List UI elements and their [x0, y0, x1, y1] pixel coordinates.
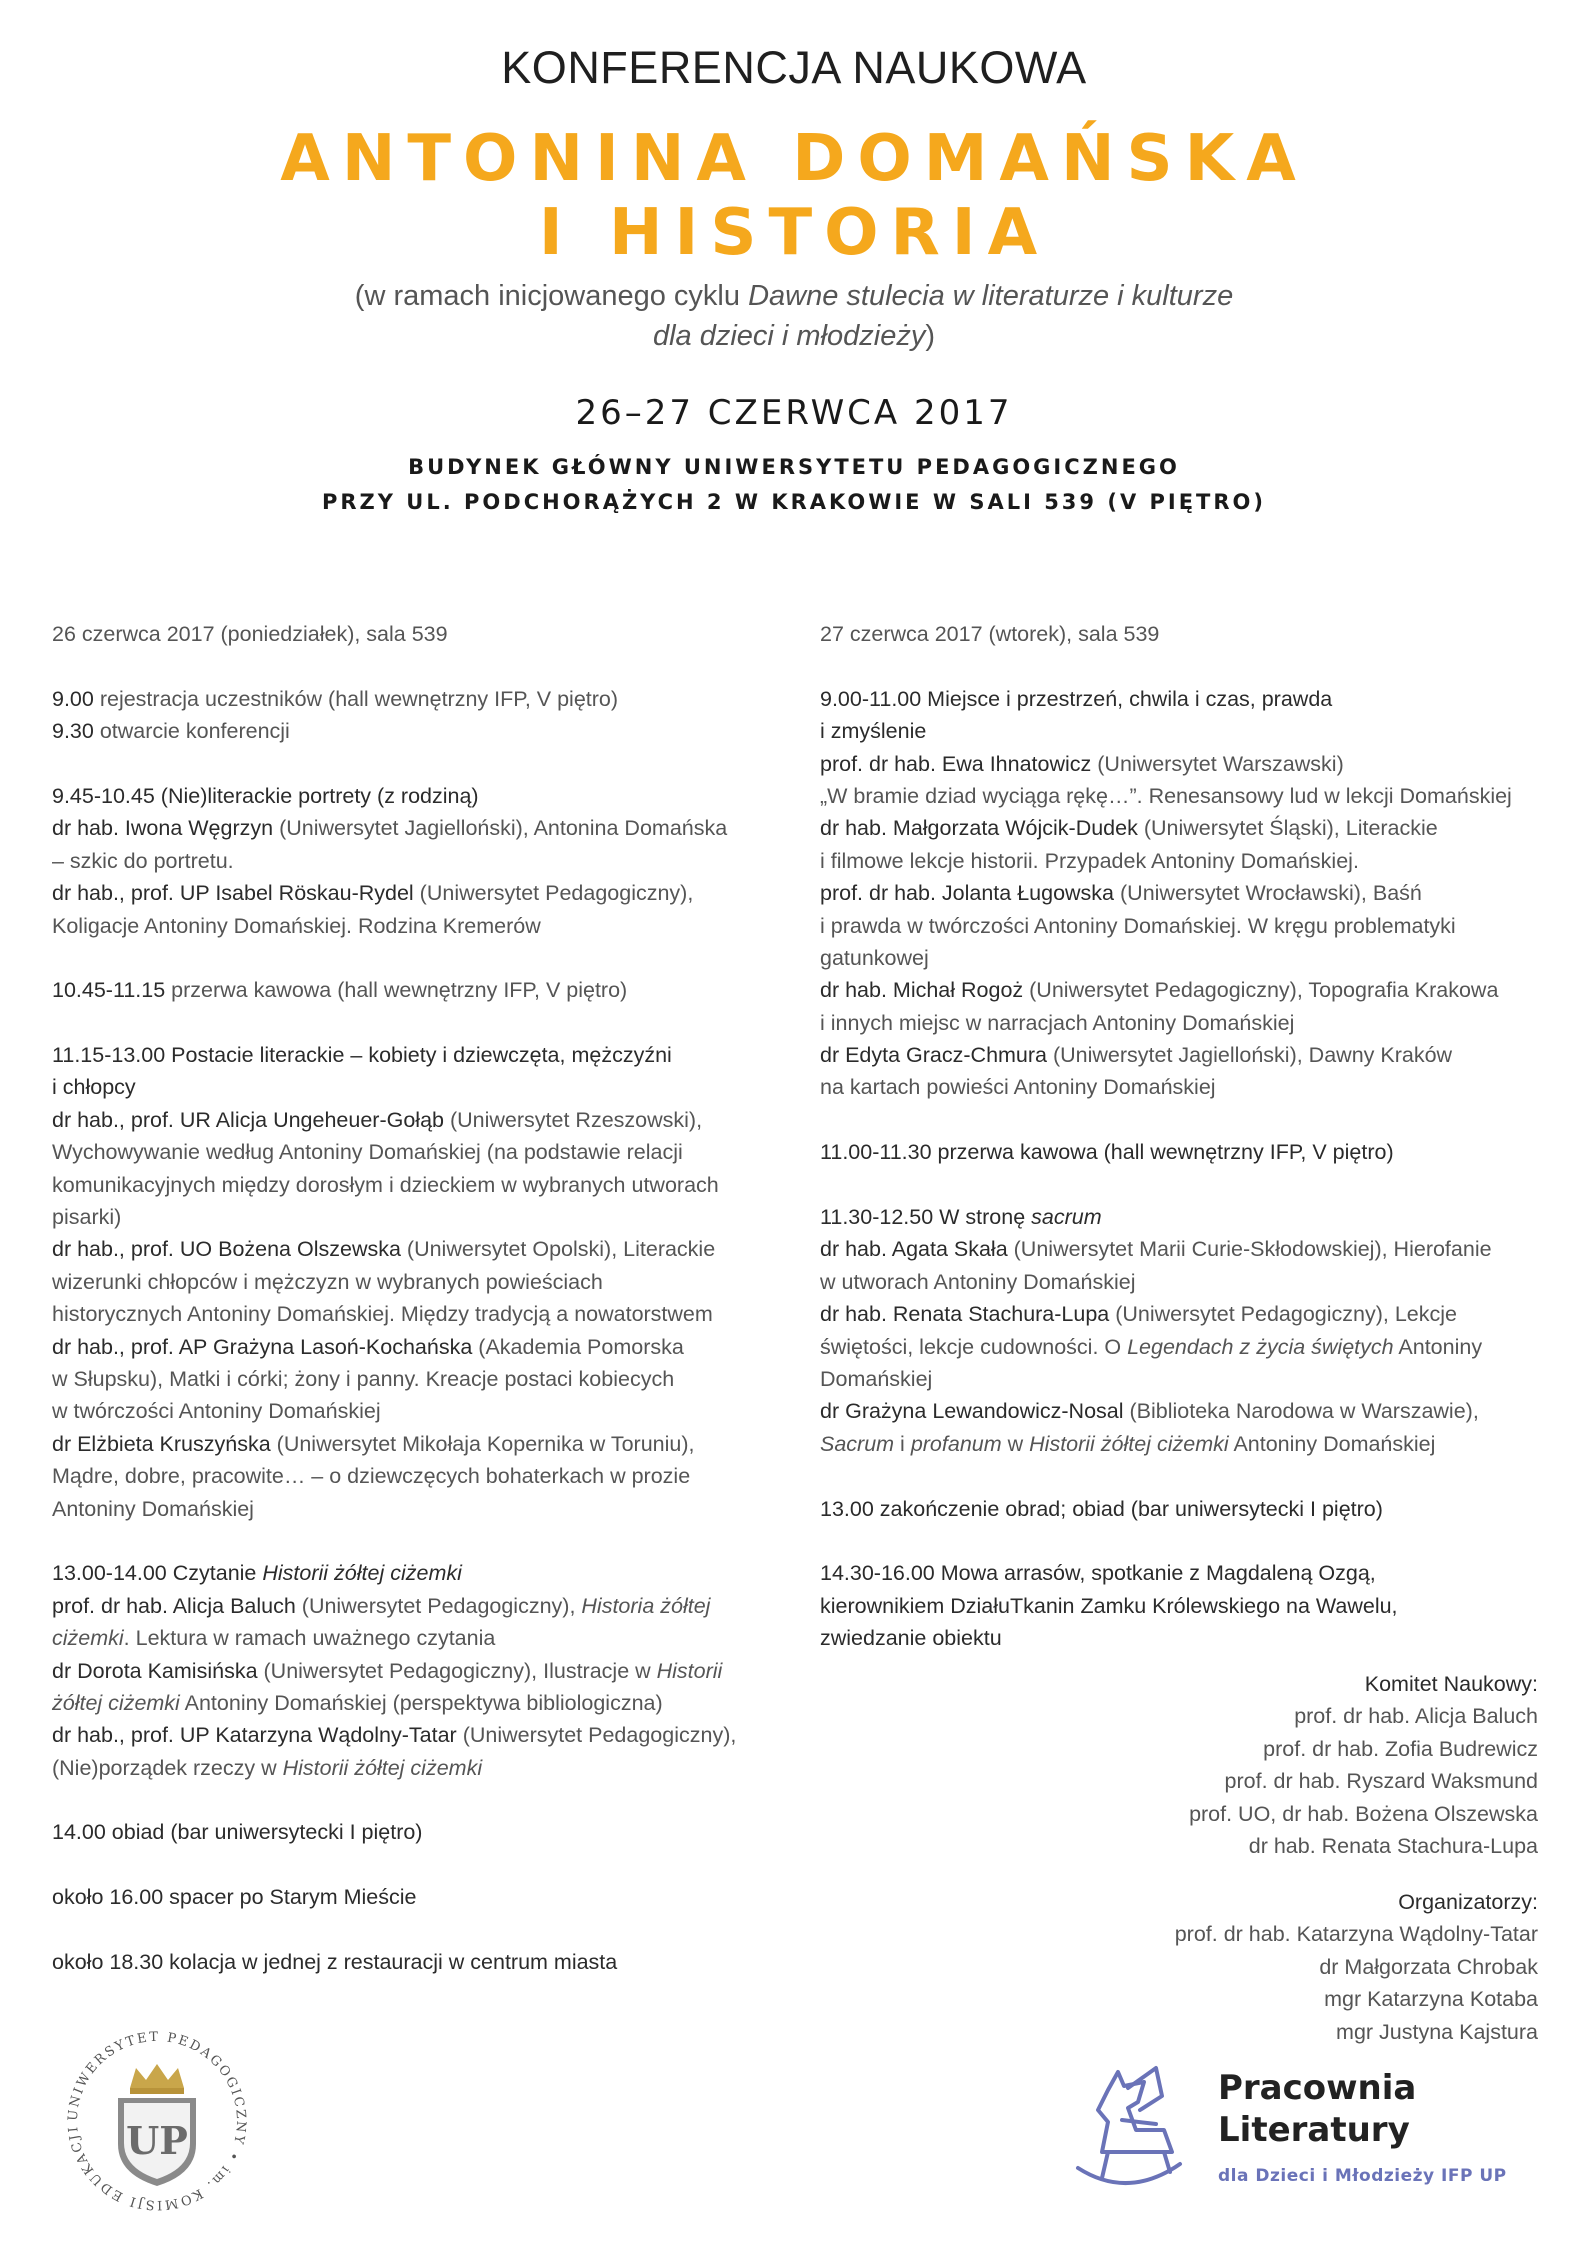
talk-text: (Nie)porządek rzeczy w	[52, 1755, 283, 1780]
talk-text: Antoniny Domańskiej	[52, 1496, 254, 1521]
subtitle-series-name: Dawne stulecia w literaturze i kulturze	[748, 280, 1234, 312]
talk-ihnatowicz	[820, 748, 1540, 780]
talk-text: w	[1001, 1431, 1030, 1456]
talk-text	[820, 1428, 1540, 1460]
book-title: Historii żółtej ciżemki	[262, 1561, 462, 1586]
session2-heading-2: i chłopcy	[52, 1075, 136, 1100]
speaker-name: prof. dr hab. Jolanta Ługowska	[820, 881, 1115, 906]
subtitle-pre: (w ramach inicjowanego cyklu	[354, 280, 749, 312]
talk-skala	[820, 1233, 1540, 1265]
talk-kruszynska	[52, 1428, 772, 1460]
talk-text: na kartach powieści Antoniny Domańskiej	[820, 1075, 1216, 1100]
speaker-name: dr hab., prof. UP Katarzyna Wądolny-Tatar	[52, 1723, 457, 1748]
d2-session2-heading	[820, 1201, 1540, 1233]
opening	[52, 715, 772, 747]
talk-wojcik-dudek	[820, 812, 1540, 844]
talk-text: i	[894, 1431, 911, 1456]
italic-term: Sacrum	[820, 1431, 895, 1456]
talk-text: „W bramie dziad wyciąga rękę…”. Renesansowy lud w lekcji Domańskiej	[820, 783, 1512, 808]
pracownia-line-3: dla Dzieci i Młodzieży IFP UP	[1218, 2166, 1507, 2186]
talk-roskau-rydel	[52, 877, 772, 909]
venue-line-2: PRZY UL. PODCHORĄŻYCH 2 W KRAKOWIE W SALI 539 (V PIĘTRO)	[321, 490, 1266, 514]
scientific-committee	[1189, 1668, 1538, 1862]
talk-text: i innych miejsc w narracjach Antoniny Domańskiej	[820, 1010, 1295, 1035]
tapestry-tour-2: kierownikiem DziałuTkanin Zamku Królewskiego na Wawelu,	[820, 1593, 1398, 1618]
talk-text: (Uniwersytet Pedagogiczny), Ilustracje w	[257, 1658, 657, 1683]
talk-stachura-lupa	[820, 1298, 1540, 1330]
opening-time: 9.30	[52, 719, 94, 744]
session2-heading: 11.15-13.00 Postacie literackie – kobiety i dziewczęta, mężczyźni	[52, 1043, 672, 1068]
subtitle-post: )	[925, 320, 936, 352]
up-university-logo	[52, 2016, 262, 2226]
talk-text: Antoniny Domańskiej	[1228, 1431, 1436, 1456]
talk-text: świętości, lekcje cudowności. O	[820, 1334, 1128, 1359]
book-title: Historii	[656, 1658, 723, 1683]
talk-lason-kochanska	[52, 1331, 772, 1363]
talk-olszewska	[52, 1233, 772, 1265]
talk-text: Koligacje Antoniny Domańskiej. Rodzina Kremerów	[52, 913, 541, 938]
registration	[52, 683, 772, 715]
venue-line-1: BUDYNEK GŁÓWNY UNIWERSYTETU PEDAGOGICZNEGO	[408, 455, 1180, 479]
talk-text: (Uniwersytet Marii Curie-Skłodowskiej), Hierofanie	[1007, 1237, 1492, 1262]
session3-heading	[52, 1557, 772, 1589]
session1-heading: 9.45-10.45 (Nie)literackie portrety (z rodziną)	[52, 783, 479, 808]
day1-heading: 26 czerwca 2017 (poniedziałek), sala 539	[52, 622, 448, 646]
d2-session1-heading: 9.00-11.00 Miejsce i przestrzeń, chwila i czas, prawda	[820, 686, 1333, 711]
up-mark: UP	[126, 2118, 188, 2163]
talk-text	[52, 1622, 772, 1654]
speaker-name: dr Edyta Gracz-Chmura	[820, 1043, 1048, 1068]
coffee-break-2: 11.00-11.30 przerwa kawowa (hall wewnętrzny IFP, V piętro)	[820, 1140, 1394, 1165]
closing: 13.00 zakończenie obrad; obiad (bar uniwersytecki I piętro)	[820, 1496, 1383, 1521]
talk-text: (Uniwersytet Warszawski)	[1091, 751, 1344, 776]
break-time: 10.45-11.15	[52, 978, 166, 1003]
talk-text: wizerunki chłopców i mężczyzn w wybranych powieściach	[52, 1269, 603, 1294]
talk-text: (Uniwersytet Jagielloński), Dawny Kraków	[1047, 1043, 1453, 1068]
committee-heading: Komitet Naukowy:	[1364, 1672, 1538, 1696]
speaker-name: dr hab. Iwona Węgrzyn	[52, 816, 274, 841]
talk-ungeheuer-golab	[52, 1104, 772, 1136]
tapestry-tour: 14.30-16.00 Mowa arrasów, spotkanie z Magdaleną Ozgą,	[820, 1561, 1376, 1586]
book-title: żółtej ciżemki	[52, 1690, 180, 1715]
registration-time: 9.00	[52, 686, 94, 711]
tapestry-tour-3: zwiedzanie obiektu	[820, 1626, 1002, 1651]
session-time-title: 11.30-12.50 W stronę	[820, 1205, 1032, 1230]
committee-member: prof. UO, dr hab. Bożena Olszewska	[1189, 1801, 1538, 1826]
committee-member: prof. dr hab. Alicja Baluch	[1294, 1704, 1538, 1729]
speaker-name: dr hab. Michał Rogoż	[820, 978, 1024, 1003]
subtitle-series-name-2: dla dzieci i młodzieży	[652, 320, 926, 352]
speaker-name: dr Elżbieta Kruszyńska	[52, 1431, 271, 1456]
city-walk: około 16.00 spacer po Starym Mieście	[52, 1885, 417, 1910]
d2-session1-heading-2: i zmyślenie	[820, 719, 927, 744]
session-time-title: 13.00-14.00 Czytanie	[52, 1561, 263, 1586]
pracownia-line-2: Literatury	[1218, 2110, 1410, 2150]
talk-lewandowicz-nosal	[820, 1395, 1540, 1427]
break-text: przerwa kawowa (hall wewnętrzny IFP, V piętro)	[165, 978, 628, 1003]
talk-rogoz	[820, 974, 1540, 1006]
talk-text: Wychowywanie według Antoniny Domańskiej (na podstawie relacji	[52, 1140, 683, 1165]
pracownia-literatury-logo	[1068, 2060, 1538, 2210]
rocking-horse-icon	[1068, 2060, 1188, 2210]
title-line-1: ANTONINA DOMAŃSKA	[280, 122, 1308, 196]
conference-kicker: KONFERENCJA NAUKOWA	[501, 42, 1087, 93]
talk-text: (Uniwersytet Wrocławski), Baśń	[1114, 881, 1422, 906]
talk-text: Mądre, dobre, pracowite… – o dziewczęcych bohaterkach w prozie	[52, 1464, 691, 1489]
talk-text: i prawda w twórczości Antoniny Domańskiej. W kręgu problematyki	[820, 913, 1456, 938]
speaker-name: dr Dorota Kamisińska	[52, 1658, 258, 1683]
speaker-name: dr hab., prof. AP Grażyna Lasoń-Kochańska	[52, 1334, 473, 1359]
talk-text: (Uniwersytet Mikołaja Kopernika w Toruniu),	[270, 1431, 695, 1456]
talk-wadolny-tatar	[52, 1719, 772, 1751]
talk-text: historycznych Antoniny Domańskiej. Między tradycją a nowatorstwem	[52, 1302, 713, 1327]
speaker-name: dr hab., prof. UO Bożena Olszewska	[52, 1237, 401, 1262]
book-title: Historia żółtej	[581, 1593, 711, 1618]
talk-text: komunikacyjnych między dorosłym i dzieckiem w wybranych utworach	[52, 1172, 719, 1197]
day2-program	[820, 618, 1540, 1655]
committee-member: dr hab. Renata Stachura-Lupa	[1248, 1834, 1538, 1859]
dinner: około 18.30 kolacja w jednej z restauracji w centrum miasta	[52, 1950, 618, 1975]
speaker-name: prof. dr hab. Alicja Baluch	[52, 1593, 296, 1618]
talk-text: (Uniwersytet Rzeszowski),	[444, 1107, 703, 1132]
book-title: Historii żółtej ciżemki	[1029, 1431, 1229, 1456]
book-title: ciżemki	[52, 1626, 124, 1651]
talk-text: (Akademia Pomorska	[472, 1334, 684, 1359]
speaker-name: prof. dr hab. Ewa Ihnatowicz	[820, 751, 1092, 776]
talk-text: (Uniwersytet Opolski), Literackie	[400, 1237, 716, 1262]
talk-text	[820, 1331, 1540, 1363]
speaker-name: dr hab. Agata Skała	[820, 1237, 1008, 1262]
talk-gracz-chmura	[820, 1039, 1540, 1071]
talk-kamisinska	[52, 1655, 772, 1687]
talk-text	[52, 1687, 772, 1719]
talk-text: w twórczości Antoniny Domańskiej	[52, 1399, 381, 1424]
organizers-heading: Organizatorzy:	[1398, 1890, 1538, 1914]
subtitle-line-1	[0, 280, 1588, 313]
day2-heading: 27 czerwca 2017 (wtorek), sala 539	[820, 622, 1160, 646]
speaker-name: dr hab., prof. UP Isabel Röskau-Rydel	[52, 881, 414, 906]
organizers	[1175, 1886, 1538, 2048]
opening-text: otwarcie konferencji	[93, 719, 290, 744]
italic-term: profanum	[910, 1431, 1002, 1456]
talk-text: (Uniwersytet Śląski), Literackie	[1137, 816, 1438, 841]
book-title: Historii żółtej ciżemki	[282, 1755, 483, 1780]
registration-text: rejestracja uczestników (hall wewnętrzny IFP, V piętro)	[93, 686, 619, 711]
talk-text: (Biblioteka Narodowa w Warszawie),	[1123, 1399, 1479, 1424]
talk-text: w Słupsku), Matki i córki; żony i panny. Kreacje postaci kobiecych	[52, 1366, 675, 1391]
talk-text: Domańskiej	[820, 1366, 933, 1391]
organizer-member: dr Małgorzata Chrobak	[1319, 1954, 1538, 1979]
organizer-member: prof. dr hab. Katarzyna Wądolny-Tatar	[1174, 1922, 1538, 1947]
committee-member: prof. dr hab. Ryszard Waksmund	[1224, 1769, 1538, 1794]
talk-text: w utworach Antoniny Domańskiej	[820, 1269, 1136, 1294]
conference-date: 26–27 CZERWCA 2017	[575, 393, 1013, 433]
talk-text: (Uniwersytet Pedagogiczny),	[295, 1593, 582, 1618]
talk-text: pisarki)	[52, 1205, 122, 1230]
committee-member: prof. dr hab. Zofia Budrewicz	[1263, 1736, 1538, 1761]
title-line-2: I HISTORIA	[538, 196, 1050, 270]
talk-text	[52, 1752, 772, 1784]
up-seal-icon	[52, 2016, 262, 2226]
talk-text: (Uniwersytet Pedagogiczny),	[456, 1723, 737, 1748]
talk-text: gatunkowej	[820, 945, 929, 970]
speaker-name: dr hab. Małgorzata Wójcik-Dudek	[820, 816, 1138, 841]
speaker-name: dr hab., prof. UR Alicja Ungeheuer-Gołąb	[52, 1107, 444, 1132]
talk-text: – szkic do portretu.	[52, 848, 234, 873]
talk-text: (Uniwersytet Pedagogiczny),	[413, 881, 694, 906]
talk-text: . Lektura w ramach uważnego czytania	[123, 1626, 496, 1651]
talk-text: (Uniwersytet Pedagogiczny), Lekcje	[1109, 1302, 1458, 1327]
organizer-member: mgr Justyna Kajstura	[1336, 2019, 1538, 2044]
talk-text: Antoniny Domańskiej (perspektywa bibliologiczna)	[179, 1690, 663, 1715]
talk-text: i filmowe lekcje historii. Przypadek Antoniny Domańskiej.	[820, 848, 1359, 873]
talk-baluch	[52, 1590, 772, 1622]
speaker-name: dr Grażyna Lewandowicz-Nosal	[820, 1399, 1124, 1424]
talk-text: Antoniny	[1393, 1334, 1483, 1359]
talk-lugowska	[820, 877, 1540, 909]
day1-program	[52, 618, 772, 1978]
talk-text: (Uniwersytet Pedagogiczny), Topografia Krakowa	[1023, 978, 1499, 1003]
coffee-break-1	[52, 974, 772, 1006]
lunch: 14.00 obiad (bar uniwersytecki I piętro)	[52, 1820, 423, 1845]
pracownia-line-1: Pracownia	[1218, 2068, 1417, 2108]
organizer-member: mgr Katarzyna Kotaba	[1324, 1987, 1538, 2012]
session-italic: sacrum	[1031, 1205, 1102, 1230]
up-ring-text: UNIWERSYTET PEDAGOGICZNY • im. KOMISJI EDUKACJI	[65, 2029, 249, 2213]
speaker-name: dr hab. Renata Stachura-Lupa	[820, 1302, 1110, 1327]
book-title: Legendach z życia świętych	[1127, 1334, 1394, 1359]
talk-text: (Uniwersytet Jagielloński), Antonina Domańska	[273, 816, 728, 841]
subtitle-line-2	[0, 320, 1588, 353]
talk-wegrzyn	[52, 812, 772, 844]
